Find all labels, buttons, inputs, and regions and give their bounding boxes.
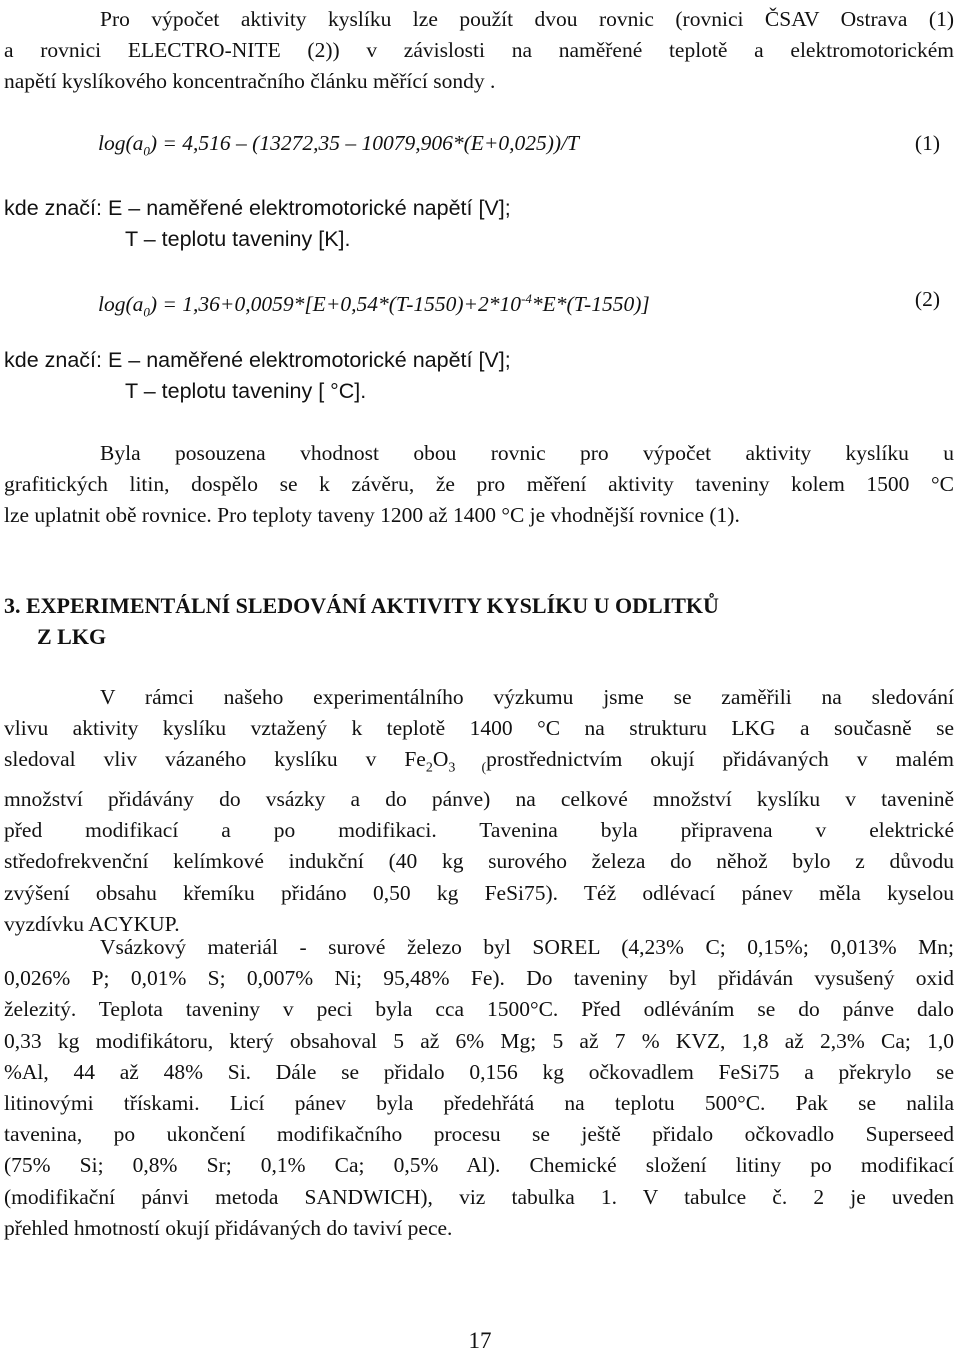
intro-paragraph [4, 4, 954, 98]
experiment-paragraph [4, 682, 954, 940]
text-line: sledoval vliv vázaného kyslíku v $Fe_2O_{3 (}prostřednictvím$ okují přidávaných v malém [4, 747, 954, 776]
text-line: vlivu aktivity kyslíku vztažený k teplotě 1400 °C na strukturu LKG a současně se [4, 716, 954, 741]
equation-formula: $\log(a_0) = 1,36+0,0059*[E+0,54*(T-1550)+2*10^{-4}*E*(T-1550)]$ [98, 291, 650, 320]
equation-1 [98, 128, 940, 166]
legend-line: T – teplotu taveniny [K]. [125, 227, 351, 251]
text-line: před modifikací a po modifikaci. Tavenina byla připravena v elektrické [4, 818, 954, 843]
page-number: 17 [468, 1328, 492, 1353]
text-line: napětí kyslíkového koncentračního článku měřící sondy . [4, 69, 496, 94]
text-line: středofrekvenční kelímkové indukční (40 kg surového železa do něhož bylo z důvodu [4, 849, 954, 874]
text-line: tavenina, po ukončení modifikačního procesu se ještě přidalo očkovadlo Superseed [4, 1122, 954, 1147]
text-line: přehled hmotností okují přidávaných do taviví pece. [4, 1215, 453, 1240]
text-line: vyzdívku ACYKUP. [4, 911, 180, 936]
legend-line: kde značí: E – naměřené elektromotorické napětí [V]; [4, 348, 511, 372]
equation-formula: $\log(a_0) = 4,516 - (13272,35 - 10079,906*(E+0,025))/T$ [98, 131, 580, 159]
charge-paragraph [4, 932, 954, 1244]
text-line: V rámci našeho experimentálního výzkumu jsme se zaměřili na sledování [100, 685, 954, 709]
text-line: množství přidávány do vsázky a do pánve) na celkové množství kyslíku v tavenině [4, 786, 954, 811]
heading-line: Z LKG [37, 624, 107, 649]
legend-line: T – teplotu taveniny [ °C]. [125, 379, 367, 403]
text-line: zvýšení obsahu křemíku přidáno 0,50 kg FeSi75). Též odlévací pánev měla kyselou [4, 880, 954, 905]
text-line: 0,026% P; 0,01% S; 0,007% Ni; 95,48% Fe). Do taveniny byl přidáván vysušený oxid [4, 966, 954, 991]
text-line: litinovými třískami. Licí pánev byla předehřátá na teplotu 500°C. Pak se nalila [4, 1091, 954, 1116]
evaluation-paragraph [4, 438, 954, 532]
text-line: Byla posouzena vhodnost obou rovnic pro výpočet aktivity kyslíku u [100, 441, 954, 465]
text-line: grafitických litin, dospělo se k závěru, že pro měření aktivity taveniny kolem 1500 °C [4, 472, 954, 497]
text-line: 0,33 kg modifikátoru, který obsahoval 5 až 6% Mg; 5 až 7 % KVZ, 1,8 až 2,3% Ca; 1,0 [4, 1028, 954, 1053]
text-line: a rovnici ELECTRO-NITE (2)) v závislosti na naměřené teplotě a elektromotorickém [4, 38, 954, 63]
text-line: Pro výpočet aktivity kyslíku lze použít dvou rovnic (rovnici ČSAV Ostrava (1) [100, 7, 954, 31]
legend-line: kde značí: E – naměřené elektromotorické napětí [V]; [4, 196, 511, 220]
equation-2 [98, 284, 940, 327]
section-heading [4, 590, 954, 652]
equation-2-legend [4, 345, 511, 407]
equation-number: (2) [914, 287, 940, 311]
text-line: lze uplatnit obě rovnice. Pro teploty taveny 1200 až 1400 °C je vhodnější rovnice (1). [4, 503, 740, 528]
text-line: (modifikační pánvi metoda SANDWICH), viz tabulka 1. V tabulce č. 2 je uveden [4, 1184, 954, 1209]
equation-1-legend [4, 193, 511, 255]
text-line: (75% Si; 0,8% Sr; 0,1% Ca; 0,5% Al). Chemické složení litiny po modifikací [4, 1153, 954, 1178]
equation-number: (1) [914, 131, 940, 155]
text-line: Vsázkový materiál - surové železo byl SOREL (4,23% C; 0,15%; 0,013% Mn; [100, 935, 954, 959]
heading-line: 3. EXPERIMENTÁLNÍ SLEDOVÁNÍ AKTIVITY KYSLÍKU U ODLITKŮ [4, 593, 719, 618]
text-line: %Al, 44 až 48% Si. Dále se přidalo 0,156 kg očkovadlem FeSi75 a překrylo se [4, 1059, 954, 1084]
text-line: železitý. Teplota taveniny v peci byla cca 1500°C. Před odléváním se do pánve dalo [4, 997, 954, 1022]
